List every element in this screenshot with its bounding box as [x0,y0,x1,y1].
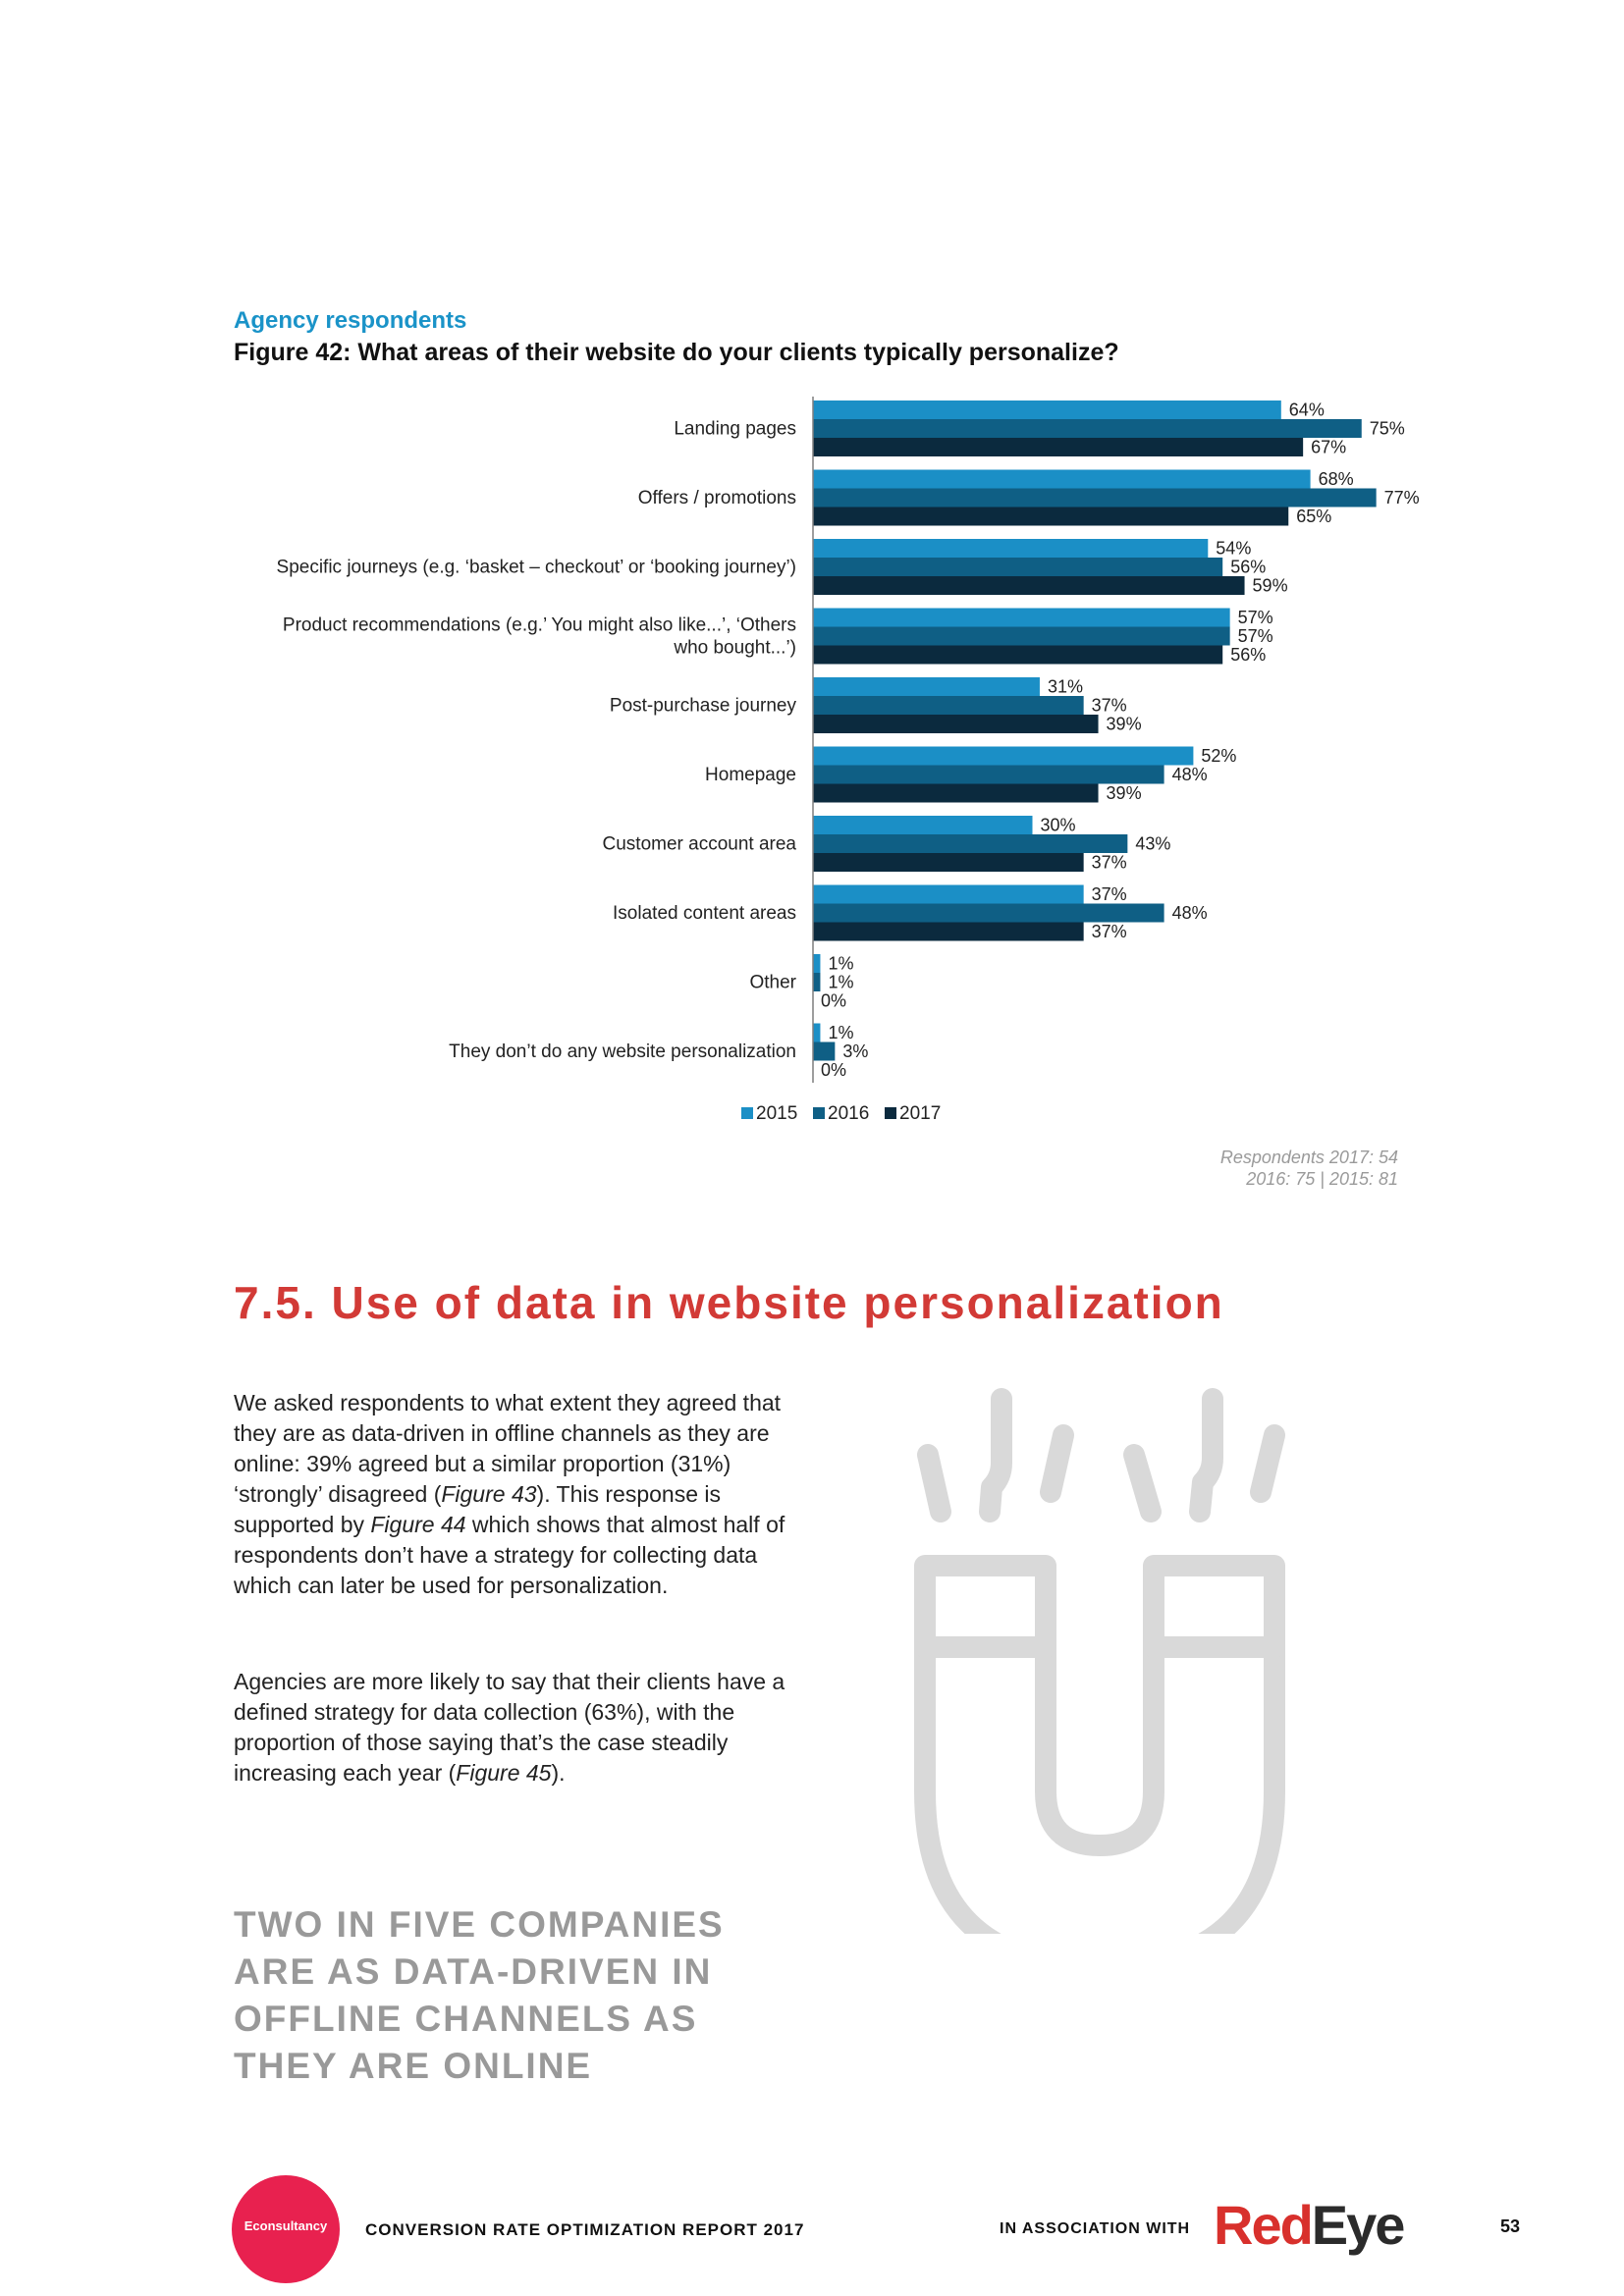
bar-2015 [813,885,1084,904]
bar-2016 [813,766,1164,784]
data-label: 64% [1288,400,1325,420]
bar-2016 [813,834,1127,853]
bar-2016 [813,489,1377,507]
data-label: 37% [1091,922,1127,941]
bar-2015 [813,816,1033,834]
data-label: 30% [1040,815,1076,835]
bar-2015 [813,609,1230,627]
bar-2015 [813,747,1193,766]
category-label: Homepage [705,765,796,785]
data-label: 0% [821,1060,847,1080]
data-label: 48% [1171,903,1208,923]
data-label: 56% [1230,557,1267,577]
figure-kicker: Agency respondents [234,307,467,334]
bar-2017 [813,853,1084,872]
respondents-line-1: Respondents 2017: 54 [1219,1148,1398,1167]
respondents-line-2: 2016: 75 | 2015: 81 [1246,1169,1398,1189]
legend-swatch-2016 [813,1107,825,1119]
bar-2015 [813,677,1040,696]
data-label: 52% [1201,746,1237,766]
data-label: 65% [1296,507,1332,526]
bar-2017 [813,784,1099,803]
category-label: Product recommendations (e.g.’ You might also like...’, ‘Others [282,614,796,636]
data-label: 39% [1106,783,1142,803]
data-label: 75% [1369,418,1405,439]
data-label: 57% [1237,626,1273,646]
bar-2016 [813,904,1164,923]
legend-label-2016: 2016 [828,1103,870,1124]
partner-name-dark: Eye [1311,2194,1404,2256]
data-label: 54% [1216,538,1252,559]
legend-label-2017: 2017 [899,1103,942,1124]
bar-2015 [813,954,820,973]
bar-2017 [813,715,1099,733]
bar-2016 [813,1042,835,1061]
category-label: who bought...’) [674,637,796,659]
bar-2017 [813,507,1288,526]
data-label: 1% [828,1023,854,1042]
bar-2015 [813,1024,820,1042]
data-label: 37% [1091,695,1127,716]
footer-report-title: CONVERSION RATE OPTIMIZATION REPORT 2017 [365,2220,805,2239]
data-label: 43% [1135,833,1171,854]
bar-2016 [813,419,1362,438]
logo-text: Econsultancy [244,2218,328,2233]
bar-2015 [813,400,1281,419]
page-number: 53 [1500,2216,1521,2236]
bar-2016 [813,696,1084,715]
category-label: Landing pages [674,418,796,440]
category-label: Other [749,972,796,993]
data-label: 0% [821,990,847,1011]
figure-title: Figure 42: What areas of their website do your clients typically personalize? [234,339,1119,366]
data-label: 37% [1091,884,1127,904]
section-heading: 7.5. Use of data in website personalization [234,1277,1224,1328]
magnet-icon [864,1384,1335,1939]
bar-2017 [813,646,1222,665]
category-label: Post-purchase journey [609,695,796,717]
bar-2016 [813,973,820,991]
body-paragraph-1: We asked respondents to what extent they agreed that they are as data-driven in offline channels as they are online: 39% agreed but a similar proportion (31%) ‘strongly’ disagreed (Figure 43). This response is supported by Figure 44 which shows that almost half of respondents don’t have a strategy for collecting data which can later be used for personalization. [234,1390,785,1598]
data-label: 57% [1237,608,1273,627]
bar-2015 [813,539,1208,558]
data-label: 37% [1091,852,1127,873]
category-label: Specific journeys (e.g. ‘basket – checkout’ or ‘booking journey’) [276,557,796,578]
pull-quote: TWO IN FIVE COMPANIES ARE AS DATA-DRIVEN IN OFFLINE CHANNELS AS THEY ARE ONLINE [234,1904,725,2086]
data-label: 3% [842,1041,869,1061]
legend-swatch-2015 [741,1107,753,1119]
data-label: 31% [1047,676,1083,697]
econsultancy-logo [232,2175,340,2283]
category-label: Customer account area [602,833,796,855]
legend-swatch-2017 [885,1107,896,1119]
data-label: 48% [1171,765,1208,784]
partner-name-red: Red [1214,2194,1312,2256]
bar-2017 [813,576,1245,595]
bar-2016 [813,558,1222,576]
data-label: 68% [1318,469,1354,489]
data-label: 56% [1230,645,1267,665]
bar-2015 [813,470,1311,489]
category-label: They don’t do any website personalization [449,1041,796,1062]
category-label: Offers / promotions [637,488,796,508]
category-label: Isolated content areas [613,903,796,924]
body-paragraph-2: Agencies are more likely to say that their clients have a defined strategy for data collection (63%), with the proportion of those saying that’s the case steadily increasing each year (Figure 45). [234,1669,785,1786]
bar-2017 [813,923,1084,941]
redeye-logo [1214,2193,1403,2257]
footer-association: IN ASSOCIATION WITH [1000,2220,1191,2237]
data-label: 1% [828,953,854,974]
legend-label-2015: 2015 [756,1103,798,1124]
data-label: 39% [1106,714,1142,734]
bar-2016 [813,627,1230,646]
data-label: 59% [1252,575,1288,596]
data-label: 67% [1311,437,1347,457]
data-label: 1% [828,972,854,992]
respondents-note [1220,1147,1398,1190]
data-label: 77% [1383,488,1420,507]
bar-2017 [813,438,1303,456]
